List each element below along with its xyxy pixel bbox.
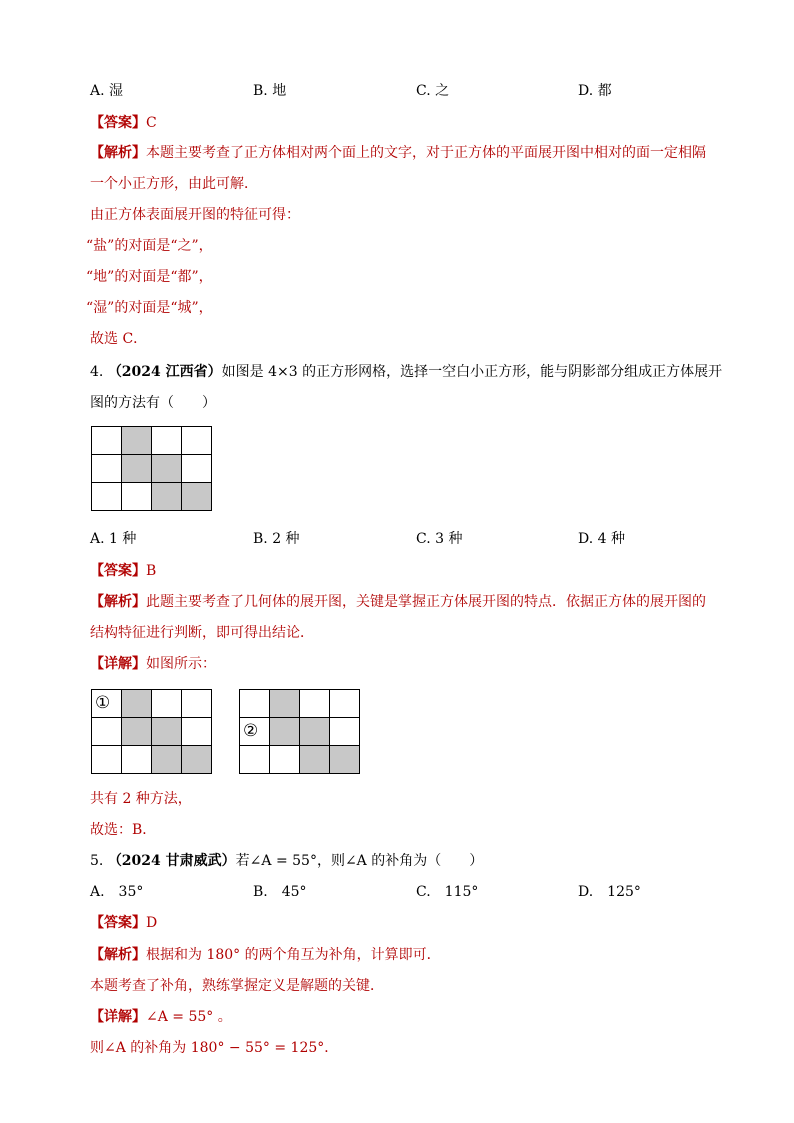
q4-solution-grid-1 <box>91 689 212 774</box>
q5-analysis-line-2: 本题考查了补角，熟练掌握定义是解题的关键． <box>90 978 384 994</box>
q3-conclusion: 故选 C． <box>90 331 148 347</box>
detail-text: 如图所示： <box>146 656 216 672</box>
grid-cell <box>182 690 212 718</box>
grid-cell <box>270 746 300 774</box>
q5-option-b: B. 45° <box>253 884 307 900</box>
analysis-tag: 【解析】 <box>90 594 146 610</box>
analysis-tag: 【解析】 <box>90 947 146 963</box>
q4-result: 共有 2 种方法， <box>90 791 192 807</box>
q4-option-c: C. 3 种 <box>416 531 463 547</box>
q4-conclusion: 故选：B． <box>90 822 157 838</box>
q4-option-b: B. 2 种 <box>253 531 300 547</box>
grid-cell-shaded <box>270 718 300 746</box>
question-number: 4. <box>90 364 104 380</box>
grid-cell-shaded <box>152 746 182 774</box>
question-stem: 若∠A = 55°，则∠A 的补角为（ ） <box>235 853 484 869</box>
grid-cell-shaded <box>330 746 360 774</box>
grid-cell-shaded <box>152 455 182 483</box>
q5-stem <box>90 851 483 871</box>
grid-cell <box>122 746 152 774</box>
q3-solution-line-2: “盐”的对面是“之”， <box>86 238 213 254</box>
q3-solution-line-3: “地”的对面是“都”， <box>86 269 213 285</box>
detail-tag: 【详解】 <box>90 656 146 672</box>
answer-tag: 【答案】 <box>90 915 146 931</box>
q4-detail <box>90 654 216 674</box>
q3-analysis-line-1 <box>90 143 706 163</box>
q5-answer <box>90 913 157 933</box>
q4-option-a: A. 1 种 <box>90 531 137 547</box>
grid-cell-shaded <box>182 746 212 774</box>
grid-cell <box>240 718 270 746</box>
question-source: （2024 甘肃威武） <box>107 853 236 869</box>
answer-tag: 【答案】 <box>90 563 146 579</box>
answer-value: B <box>146 563 157 579</box>
grid-cell <box>330 718 360 746</box>
q5-option-a: A. 35° <box>90 884 144 900</box>
q3-option-c: C. 之 <box>416 83 450 99</box>
grid-cell <box>92 746 122 774</box>
q5-detail-line-1 <box>90 1007 232 1027</box>
marker-one: ① <box>95 693 111 713</box>
question-number: 5. <box>90 853 104 869</box>
grid-cell-shaded <box>152 483 182 511</box>
grid-cell <box>240 690 270 718</box>
analysis-text: 根据和为 180° 的两个角互为补角，计算即可． <box>146 947 441 963</box>
q4-grid-figure <box>91 426 212 511</box>
question-source: （2024 江西省） <box>107 364 222 380</box>
grid-cell <box>122 483 152 511</box>
grid-cell-shaded <box>300 746 330 774</box>
q4-stem-line-2: 图的方法有（ ） <box>90 395 216 411</box>
analysis-text: 此题主要考查了几何体的展开图，关键是掌握正方体展开图的特点．依据正方体的展开图的 <box>146 594 706 610</box>
q4-option-d: D. 4 种 <box>578 531 625 547</box>
q5-detail-line-2: 则∠A 的补角为 180° − 55° = 125°． <box>90 1040 339 1056</box>
grid-cell <box>330 690 360 718</box>
q3-solution-line-4: “湿”的对面是“城”， <box>86 300 213 316</box>
grid-cell-shaded <box>122 427 152 455</box>
q3-analysis-line-2: 一个小正方形，由此可解． <box>90 176 258 192</box>
q4-solution-grid-2 <box>239 689 360 774</box>
grid-cell-shaded <box>182 483 212 511</box>
q4-analysis-line-2: 结构特征进行判断，即可得出结论． <box>90 625 314 641</box>
q3-solution-line-1: 由正方体表面展开图的特征可得： <box>90 207 300 223</box>
grid-cell <box>92 483 122 511</box>
q3-answer <box>90 113 157 133</box>
marker-two: ② <box>243 721 259 741</box>
q5-analysis-line-1 <box>90 945 441 965</box>
answer-tag: 【答案】 <box>90 115 146 131</box>
detail-text: ∠A = 55° 。 <box>146 1009 232 1025</box>
q3-option-b: B. 地 <box>253 83 287 99</box>
grid-cell-shaded <box>122 455 152 483</box>
grid-cell-shaded <box>152 718 182 746</box>
analysis-text: 本题主要考查了正方体相对两个面上的文字，对于正方体的平面展开图中相对的面一定相隔 <box>146 145 706 161</box>
grid-cell <box>182 455 212 483</box>
grid-cell-shaded <box>122 718 152 746</box>
q3-option-a: A. 湿 <box>90 83 124 99</box>
q4-stem-line-1 <box>90 362 722 382</box>
grid-cell <box>152 690 182 718</box>
grid-cell <box>92 718 122 746</box>
grid-cell <box>182 718 212 746</box>
analysis-tag: 【解析】 <box>90 145 146 161</box>
question-stem: 如图是 4×3 的正方形网格，选择一空白小正方形，能与阴影部分组成正方体展开 <box>221 364 723 380</box>
answer-value: C <box>146 115 157 131</box>
grid-cell-shaded <box>270 690 300 718</box>
grid-cell <box>240 746 270 774</box>
q4-answer <box>90 561 156 581</box>
grid-cell <box>300 690 330 718</box>
detail-tag: 【详解】 <box>90 1009 146 1025</box>
q4-analysis-line-1 <box>90 592 706 612</box>
grid-cell <box>92 455 122 483</box>
grid-cell-shaded <box>300 718 330 746</box>
q5-option-c: C. 115° <box>416 884 479 900</box>
grid-cell <box>92 690 122 718</box>
q5-option-d: D. 125° <box>578 884 641 900</box>
grid-cell-shaded <box>122 690 152 718</box>
grid-cell <box>152 427 182 455</box>
answer-value: D <box>146 915 158 931</box>
q3-option-d: D. 都 <box>578 83 612 99</box>
grid-cell <box>92 427 122 455</box>
grid-cell <box>182 427 212 455</box>
